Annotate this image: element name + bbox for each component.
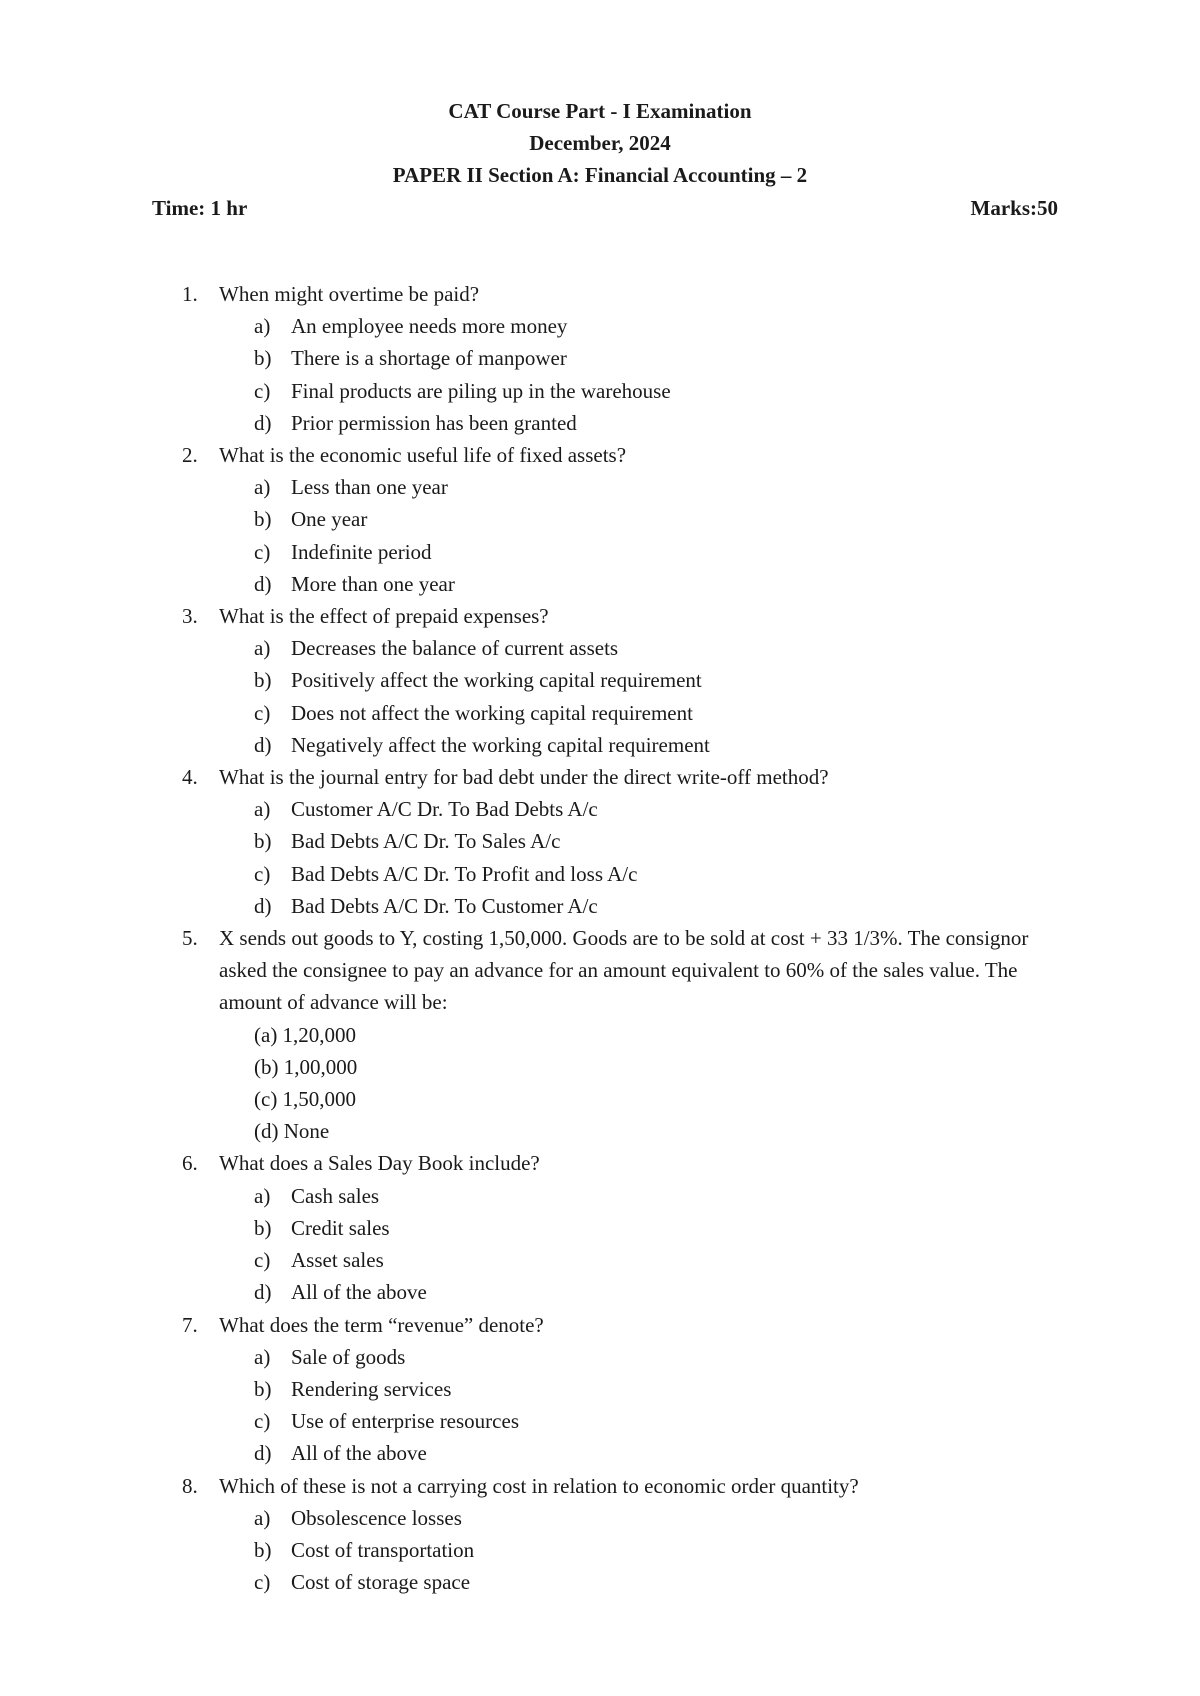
option-text: Rendering services (291, 1376, 452, 1401)
option-label: d) (254, 410, 272, 435)
option-text: Cost of transportation (291, 1537, 475, 1562)
question-text: What does the term “revenue” denote? (219, 1312, 544, 1337)
option-text: An employee needs more money (291, 314, 568, 339)
option-label: a) (254, 475, 271, 500)
option (0, 858, 1200, 890)
option-label: c) (254, 1409, 271, 1434)
option-label: b) (254, 346, 272, 371)
option-text: All of the above (291, 1280, 427, 1305)
question-number: 8. (182, 1473, 198, 1498)
option (0, 568, 1200, 600)
question-number: 6. (182, 1151, 198, 1176)
option (0, 632, 1200, 664)
option (0, 1566, 1200, 1598)
option-label: b) (254, 1215, 272, 1240)
paper-title: PAPER II Section A: Financial Accounting – 2 (392, 163, 808, 187)
option (0, 407, 1200, 439)
option-text: Asset sales (291, 1248, 384, 1273)
question-5 (0, 922, 1200, 1147)
option (0, 664, 1200, 696)
option (0, 890, 1200, 922)
option-text: Cost of storage space (291, 1570, 471, 1595)
option: (d) None (254, 1119, 330, 1144)
option-label: b) (254, 1537, 272, 1562)
option-label: c) (254, 861, 271, 886)
option-text: Less than one year (291, 475, 448, 500)
option (0, 1180, 1200, 1212)
option-text: Positively affect the working capital requirement (291, 668, 702, 693)
option (0, 793, 1200, 825)
option-label: a) (254, 314, 271, 339)
option-text: Final products are piling up in the warehouse (291, 378, 671, 403)
option-text: Does not affect the working capital requirement (291, 700, 693, 725)
option-text: Obsolescence losses (291, 1505, 462, 1530)
question-6 (0, 1147, 1200, 1308)
question-3 (0, 600, 1200, 761)
option-text: Prior permission has been granted (291, 410, 577, 435)
option (0, 1437, 1200, 1469)
option (0, 825, 1200, 857)
total-marks: Marks:50 (970, 196, 1058, 220)
option-label: b) (254, 668, 272, 693)
question-4 (0, 761, 1200, 922)
option-text: Indefinite period (291, 539, 432, 564)
option-label: d) (254, 1280, 272, 1305)
option-text: Credit sales (291, 1215, 390, 1240)
option (0, 1373, 1200, 1405)
option: (c) 1,50,000 (254, 1087, 357, 1112)
question-number: 3. (182, 604, 198, 629)
option-label: c) (254, 1248, 271, 1273)
exam-title: CAT Course Part - I Examination (448, 99, 752, 123)
option-text: Bad Debts A/C Dr. To Profit and loss A/c (291, 861, 638, 886)
option-text: Bad Debts A/C Dr. To Sales A/c (291, 829, 561, 854)
option (0, 697, 1200, 729)
question-text: When might overtime be paid? (219, 282, 480, 306)
question-7 (0, 1309, 1200, 1470)
option-label: c) (254, 700, 271, 725)
question-text: What is the journal entry for bad debt under the direct write-off method? (219, 765, 829, 790)
option (0, 471, 1200, 503)
option-text: Cash sales (291, 1183, 380, 1208)
option-label: d) (254, 732, 272, 757)
option (0, 1502, 1200, 1534)
option-text: All of the above (291, 1441, 427, 1466)
question-2 (0, 439, 1200, 600)
question-number: 2. (182, 443, 198, 468)
option: (a) 1,20,000 (254, 1022, 357, 1047)
option-label: a) (254, 1505, 271, 1530)
option (0, 1212, 1200, 1244)
option-label: d) (254, 571, 272, 596)
option (0, 1341, 1200, 1373)
option (0, 536, 1200, 568)
option-label: a) (254, 797, 271, 822)
option-label: b) (254, 829, 272, 854)
option-label: c) (254, 539, 271, 564)
option-label: b) (254, 1376, 272, 1401)
option-text: Customer A/C Dr. To Bad Debts A/c (291, 797, 598, 822)
question-8 (0, 1470, 1200, 1599)
option-label: a) (254, 636, 271, 661)
exam-date: December, 2024 (529, 131, 671, 155)
option-text: Sale of goods (291, 1344, 406, 1369)
time-allowed: Time: 1 hr (152, 196, 248, 220)
option (0, 1534, 1200, 1566)
question-list (0, 278, 1200, 1598)
option (0, 1405, 1200, 1437)
question-text: Which of these is not a carrying cost in relation to economic order quantity? (219, 1473, 859, 1498)
option-text: Use of enterprise resources (291, 1409, 519, 1434)
option-label: c) (254, 1570, 271, 1595)
option (0, 310, 1200, 342)
option-text: One year (291, 507, 368, 532)
option-label: a) (254, 1183, 271, 1208)
question-1 (0, 278, 1200, 439)
option-label: b) (254, 507, 272, 532)
question-number: 5. (182, 926, 198, 951)
option-text: Negatively affect the working capital requirement (291, 732, 710, 757)
option-label: c) (254, 378, 271, 403)
question-number: 1. (182, 282, 198, 306)
option-text: There is a shortage of manpower (291, 346, 567, 371)
option: (b) 1,00,000 (254, 1054, 358, 1079)
option-label: a) (254, 1344, 271, 1369)
option-text: Bad Debts A/C Dr. To Customer A/c (291, 893, 598, 918)
question-text: What is the effect of prepaid expenses? (219, 604, 549, 629)
option (0, 375, 1200, 407)
option (0, 1244, 1200, 1276)
question-text: What does a Sales Day Book include? (219, 1151, 540, 1176)
option-text: Decreases the balance of current assets (291, 636, 619, 661)
question-text: X sends out goods to Y, costing 1,50,000. Goods are to be sold at cost + 33 1/3%. The consignor asked the consignee to pay an advance for an amount equivalent to 60% of the sales value. The amount of advance will be: (219, 926, 1029, 1015)
question-number: 4. (182, 765, 198, 790)
option-label: d) (254, 1441, 272, 1466)
option (0, 342, 1200, 374)
option-label: d) (254, 893, 272, 918)
question-number: 7. (182, 1312, 198, 1337)
question-text: What is the economic useful life of fixed assets? (219, 443, 627, 468)
option (0, 729, 1200, 761)
option (0, 503, 1200, 535)
option-text: More than one year (291, 571, 455, 596)
option (0, 1276, 1200, 1308)
